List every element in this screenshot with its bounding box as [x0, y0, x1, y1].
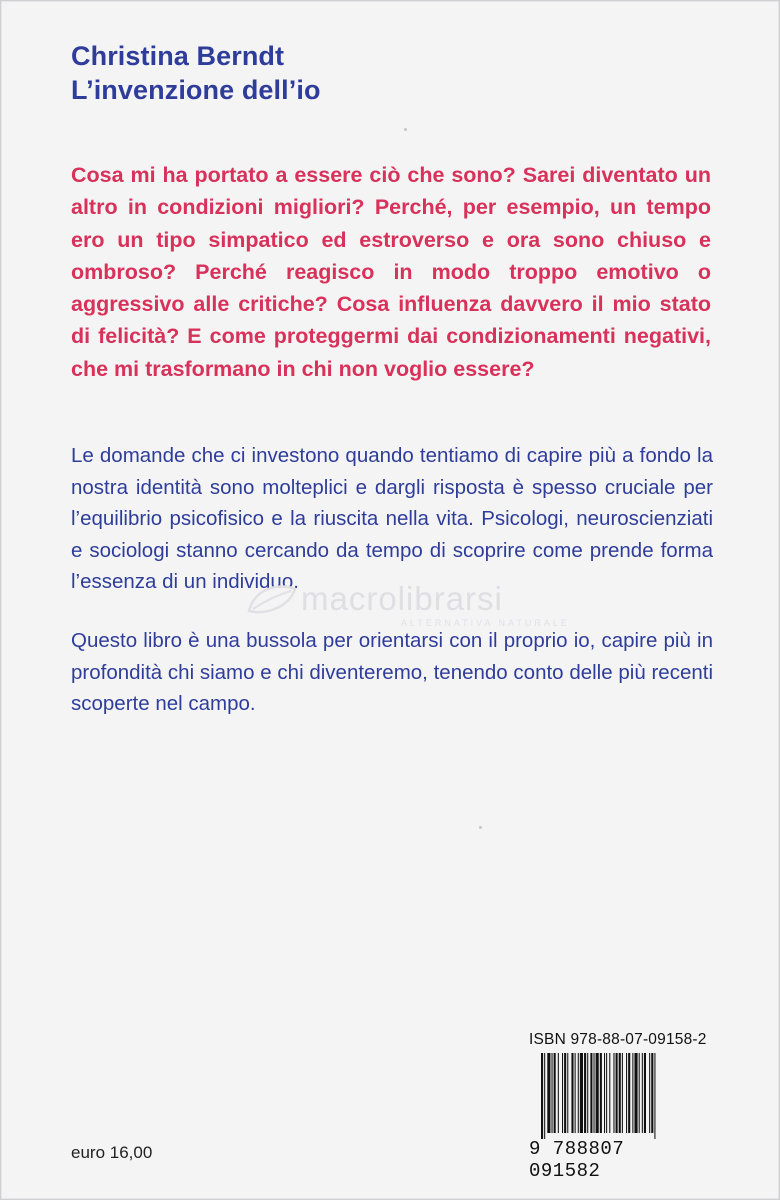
barcode-bar [619, 1053, 621, 1133]
barcode-bar [590, 1053, 592, 1133]
author-name: Christina Berndt [71, 41, 285, 71]
watermark-tagline: ALTERNATIVA NATURALE [401, 618, 570, 628]
paper-speck [404, 128, 407, 131]
barcode-bar [622, 1053, 623, 1133]
barcode-bar [606, 1053, 607, 1133]
blurb-questions: Cosa mi ha portato a essere ciò che sono? Sarei diventato un altro in condizioni migliori? Perché, per esempio, un tempo ero un tipo simpatico ed estroverso e ora sono chiuso e ombroso? Perché reagisco in modo troppo emotivo o aggressivo alle critiche? Cosa influenza davvero il mio stato di felicità? E come proteggermi dai condizionamenti negativi, che mi trasformano in chi non voglio essere? [71, 163, 711, 381]
barcode-bar [547, 1053, 550, 1133]
barcode-bar [613, 1053, 614, 1133]
barcode-bar [639, 1053, 640, 1133]
price-label: euro 16,00 [71, 1143, 153, 1162]
barcode-bar [654, 1053, 655, 1139]
barcode-bar [575, 1053, 576, 1133]
barcode-bar [541, 1053, 543, 1139]
barcode-bar [580, 1053, 583, 1133]
barcode-bar [558, 1053, 559, 1133]
isbn-label: ISBN 978-88-07-09158-2 [529, 1031, 707, 1048]
description-paragraph-2: Questo libro è una bussola per orientarsi con il proprio io, capire più in profondità chi siamo e chi diventeremo, tenendo conto delle più recenti scoperte nel campo. [71, 629, 713, 716]
barcode-bar [544, 1053, 545, 1139]
barcode-bar [594, 1053, 595, 1133]
barcode-bar [587, 1053, 588, 1133]
barcode-bar [604, 1053, 605, 1133]
barcode-icon [529, 1053, 701, 1141]
barcode-bar [578, 1053, 579, 1133]
barcode-bar [642, 1053, 643, 1133]
barcode-bar [628, 1053, 630, 1133]
barcode-digits: 9 788807 091582 [529, 1138, 625, 1182]
barcode-bar [552, 1053, 553, 1133]
barcode-bar [626, 1053, 627, 1133]
barcode-bar [596, 1053, 599, 1133]
barcode-bar [649, 1053, 650, 1133]
barcode-bar [554, 1053, 556, 1133]
barcode-bar [616, 1053, 618, 1133]
barcode-bar [600, 1053, 602, 1133]
barcode-bar [584, 1053, 586, 1133]
barcode-bar [564, 1053, 566, 1133]
description-paragraph-1: Le domande che ci investono quando tentiamo di capire più a fondo la nostra identità sono molteplici e dargli risposta è spesso cruciale per l’equilibrio psicofisico e la riuscita nella vita. Psicologi, neuroscienziati e sociologi stanno cercando da tempo di scoprire come prende forma l’essenza di un individuo. [71, 444, 713, 594]
barcode-bar [567, 1053, 568, 1133]
barcode-bar [644, 1053, 646, 1133]
isbn-barcode-block [529, 1031, 719, 1182]
barcode-bar [562, 1053, 563, 1133]
barcode-bar [609, 1053, 610, 1133]
barcode-bar [651, 1053, 653, 1133]
barcode-bar [634, 1053, 637, 1133]
book-title: L’invenzione dell’io [71, 75, 321, 105]
barcode-bar [632, 1053, 633, 1133]
barcode-bar [571, 1053, 573, 1133]
leaf-logo-icon [245, 581, 299, 621]
paper-speck [479, 826, 482, 829]
watermark-brand: macrolibrarsi [301, 580, 503, 617]
